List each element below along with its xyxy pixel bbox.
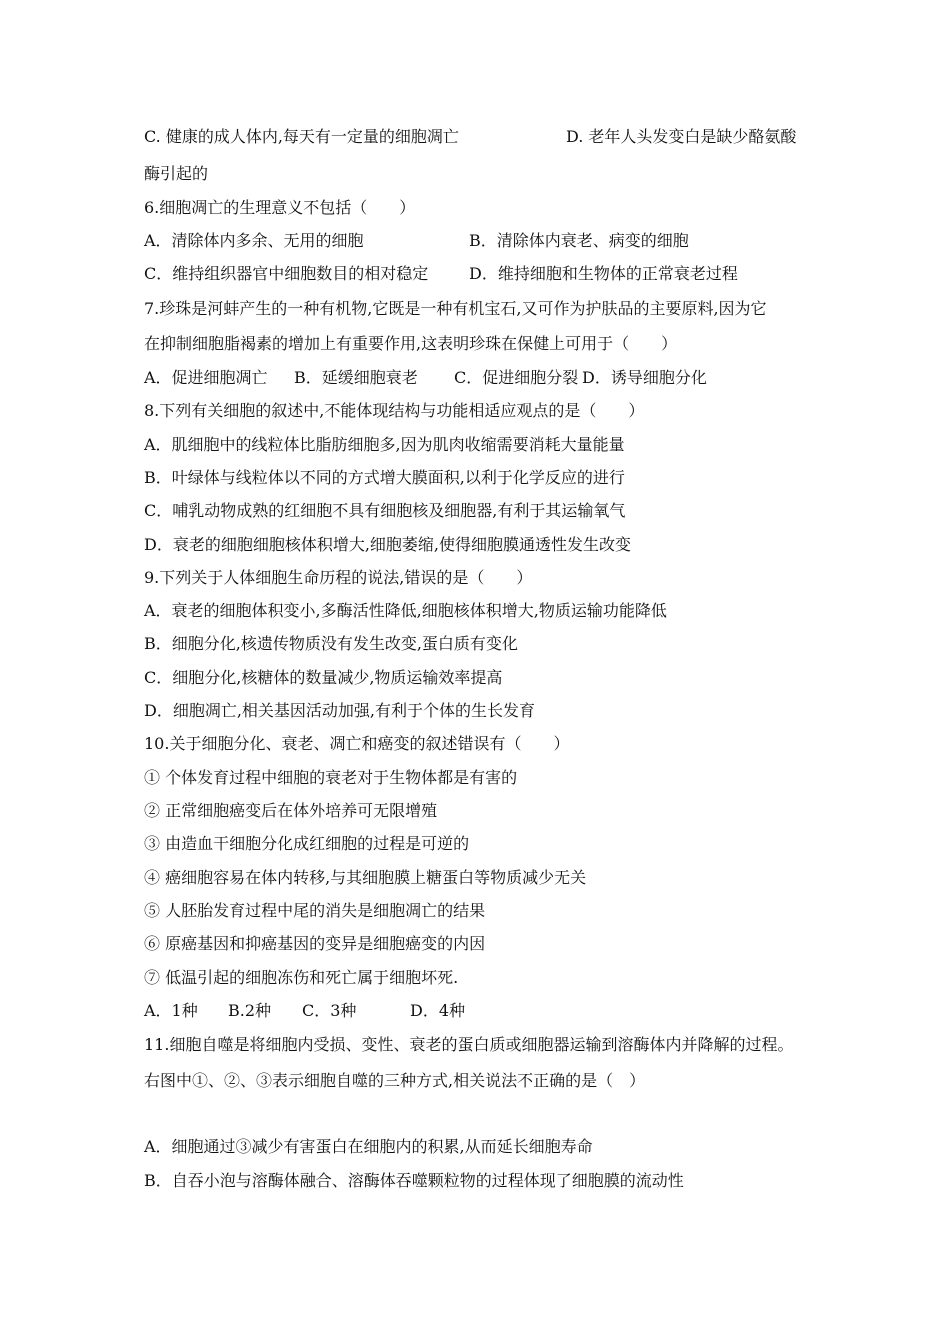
q7-option-d: D．诱导细胞分化: [582, 368, 707, 387]
q7-options: [144, 367, 707, 389]
q10-stem: 10.关于细胞分化、衰老、凋亡和癌变的叙述错误有（ ）: [144, 734, 570, 753]
q8-option-c: C．哺乳动物成熟的红细胞不具有细胞核及细胞器,有利于其运输氧气: [144, 501, 626, 520]
q9-option-b: B．细胞分化,核遗传物质没有发生改变,蛋白质有变化: [144, 634, 518, 653]
q9-stem: 9.下列关于人体细胞生命历程的说法,错误的是（ ）: [144, 568, 533, 587]
q6-option-c: C．维持组织器官中细胞数目的相对稳定: [144, 264, 429, 283]
q10-option-a: A．1种: [144, 1001, 198, 1020]
q10-statement-4: ④ 癌细胞容易在体内转移,与其细胞膜上糖蛋白等物质减少无关: [144, 868, 587, 887]
q9-option-c: C．细胞分化,核糖体的数量减少,物质运输效率提高: [144, 668, 503, 687]
q6-option-d: D．维持细胞和生物体的正常衰老过程: [469, 264, 738, 283]
q10-statement-3: ③ 由造血干细胞分化成红细胞的过程是可逆的: [144, 834, 470, 853]
q10-statement-6: ⑥ 原癌基因和抑癌基因的变异是细胞癌变的内因: [144, 934, 486, 953]
q11-option-a: A．细胞通过③减少有害蛋白在细胞内的积累,从而延长细胞寿命: [144, 1137, 593, 1156]
q10-option-c: C．3种: [302, 1001, 357, 1020]
q6-stem: 6.细胞凋亡的生理意义不包括（ ）: [144, 198, 416, 217]
q6-options-row1: [144, 230, 689, 252]
q11-stem-line1: 11.细胞自噬是将细胞内受损、变性、衰老的蛋白质或细胞器运输到溶酶体内并降解的过程。: [144, 1035, 794, 1054]
q6-options-row2: [144, 263, 738, 285]
q7-option-a: A．促进细胞凋亡: [144, 368, 268, 387]
q10-statement-1: ① 个体发育过程中细胞的衰老对于生物体都是有害的: [144, 768, 518, 787]
q6-option-b: B．清除体内衰老、病变的细胞: [469, 231, 689, 250]
q10-options: [144, 1000, 466, 1022]
q7-stem-line1: 7.珍珠是河蚌产生的一种有机物,它既是一种有机宝石,又可作为护肤品的主要原料,因为它: [144, 299, 767, 318]
q7-option-c: C．促进细胞分裂: [454, 368, 579, 387]
q5-option-c: C. 健康的成人体内,每天有一定量的细胞凋亡: [144, 127, 459, 146]
q10-statement-7: ⑦ 低温引起的细胞冻伤和死亡属于细胞坏死.: [144, 968, 459, 987]
q8-option-a: A．肌细胞中的线粒体比脂肪细胞多,因为肌肉收缩需要消耗大量能量: [144, 435, 625, 454]
q10-statement-2: ② 正常细胞癌变后在体外培养可无限增殖: [144, 801, 438, 820]
q5-option-d-continuation: 酶引起的: [144, 164, 209, 183]
q6-option-a: A．清除体内多余、无用的细胞: [144, 231, 364, 250]
q9-option-a: A．衰老的细胞体积变小,多酶活性降低,细胞核体积增大,物质运输功能降低: [144, 601, 667, 620]
q11-option-b: B．自吞小泡与溶酶体融合、溶酶体吞噬颗粒物的过程体现了细胞膜的流动性: [144, 1171, 684, 1190]
q7-option-b: B．延缓细胞衰老: [294, 368, 418, 387]
q8-option-d: D．衰老的细胞细胞核体积增大,细胞萎缩,使得细胞膜通透性发生改变: [144, 535, 632, 554]
q10-statement-5: ⑤ 人胚胎发育过程中尾的消失是细胞凋亡的结果: [144, 901, 486, 920]
q10-option-d: D．4种: [410, 1001, 466, 1020]
q7-stem-line2: 在抑制细胞脂褐素的增加上有重要作用,这表明珍珠在保健上可用于（ ）: [144, 334, 678, 353]
q11-stem-line2: 右图中①、②、③表示细胞自噬的三种方式,相关说法不正确的是（ ）: [144, 1071, 646, 1090]
q9-option-d: D．细胞凋亡,相关基因活动加强,有利于个体的生长发育: [144, 701, 536, 720]
q5-options-line: [144, 126, 797, 148]
q8-option-b: B．叶绿体与线粒体以不同的方式增大膜面积,以利于化学反应的进行: [144, 468, 625, 487]
q10-option-b: B.2种: [228, 1001, 272, 1020]
q5-option-d: D. 老年人头发变白是缺少酪氨酸: [566, 127, 797, 146]
q8-stem: 8.下列有关细胞的叙述中,不能体现结构与功能相适应观点的是（ ）: [144, 401, 645, 420]
